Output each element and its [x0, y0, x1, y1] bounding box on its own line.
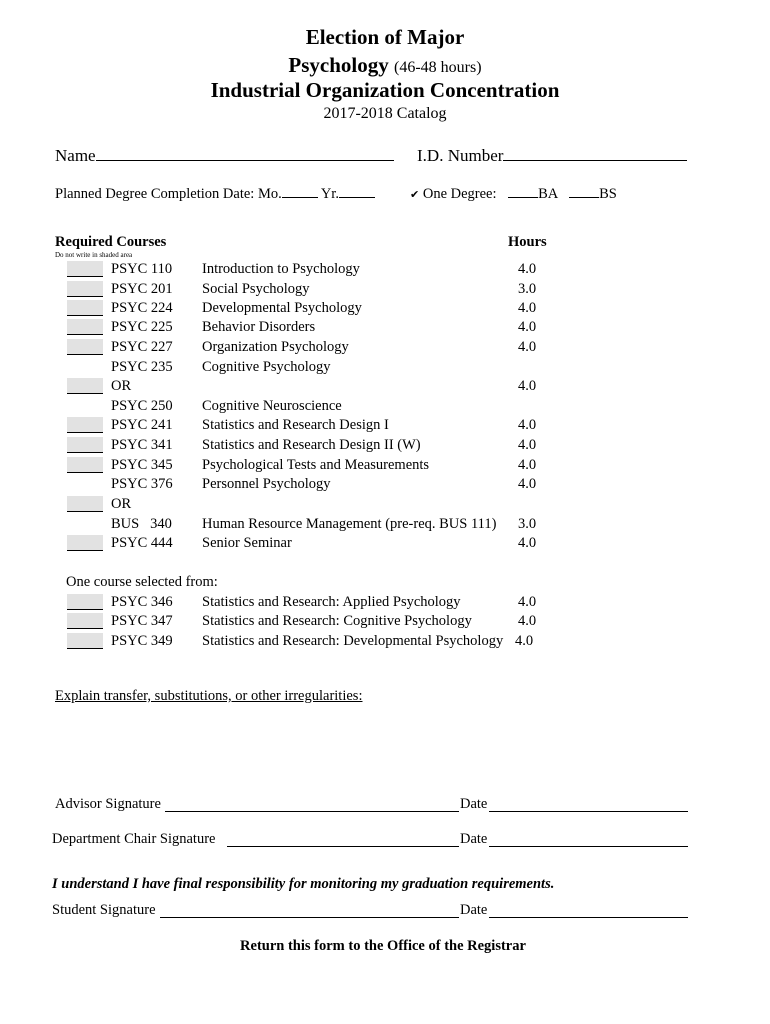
elective-hours: 4.0: [518, 613, 537, 629]
concentration-title: Industrial Organization Concentration: [210, 78, 560, 102]
id-label: I.D. Number: [417, 146, 504, 165]
degree-row: [410, 186, 617, 203]
checkmark-icon: ✔: [410, 188, 420, 201]
completion-date-row: [55, 186, 375, 203]
student-date-line[interactable]: [489, 916, 688, 918]
course-code: PSYC 235: [111, 359, 173, 375]
course-title: Statistics and Research Design II (W): [202, 437, 421, 453]
id-field[interactable]: [417, 146, 687, 166]
elective-code: PSYC 349: [111, 633, 173, 649]
student-date-label: Date: [460, 902, 488, 918]
course-title: Senior Seminar: [202, 535, 292, 551]
course-hours: 4.0: [518, 378, 537, 394]
month-line[interactable]: [282, 186, 318, 198]
elective-checkoff-blank[interactable]: [67, 594, 103, 610]
name-field[interactable]: [55, 146, 394, 166]
major-hours: (46-48 hours): [394, 59, 482, 76]
student-signature-line[interactable]: [160, 916, 459, 918]
course-hours: 4.0: [518, 457, 537, 473]
bs-label: BS: [599, 186, 617, 202]
course-hours: 4.0: [518, 339, 537, 355]
course-code: PSYC 444: [111, 535, 173, 551]
course-code: PSYC 110: [111, 261, 173, 277]
course-title: Psychological Tests and Measurements: [202, 457, 430, 473]
year-line[interactable]: [339, 186, 375, 198]
responsibility-statement: I understand I have final responsibility for monitoring my graduation requirements.: [52, 876, 555, 892]
elective-hours: 4.0: [518, 594, 537, 610]
elective-code: PSYC 346: [111, 594, 173, 610]
course-hours: 3.0: [518, 281, 537, 297]
course-hours: 4.0: [518, 476, 537, 492]
year-label: Yr.: [320, 186, 339, 202]
course-code: OR: [111, 496, 132, 512]
course-title: Organization Psychology: [202, 339, 349, 355]
course-title: Developmental Psychology: [202, 300, 362, 316]
hours-heading: Hours: [508, 234, 547, 250]
course-code: PSYC 341: [111, 437, 173, 453]
course-hours: 4.0: [518, 417, 537, 433]
elective-heading: One course selected from:: [66, 574, 218, 590]
course-hours: 4.0: [518, 261, 537, 277]
course-title: Introduction to Psychology: [202, 261, 360, 277]
course-title: Statistics and Research Design I: [202, 417, 389, 433]
course-hours: 4.0: [518, 319, 537, 335]
completion-label: Planned Degree Completion Date:: [55, 186, 255, 202]
elective-checkoff-blank[interactable]: [67, 633, 103, 649]
course-code: PSYC 345: [111, 457, 173, 473]
major-title: [0, 53, 770, 78]
elective-checkoff-blank[interactable]: [67, 613, 103, 629]
course-code: PSYC 201: [111, 281, 173, 297]
course-code: BUS 340: [111, 516, 172, 532]
course-title: Cognitive Psychology: [202, 359, 331, 375]
ba-label: BA: [538, 186, 558, 202]
one-degree-label: One Degree:: [422, 186, 497, 202]
name-line[interactable]: [96, 146, 394, 161]
elective-code: PSYC 347: [111, 613, 173, 629]
shaded-area-note: Do not write in shaded area: [55, 251, 133, 259]
advisor-date-line[interactable]: [489, 810, 688, 812]
course-title: Behavior Disorders: [202, 319, 316, 335]
course-code: PSYC 376: [111, 476, 173, 492]
elective-title: Statistics and Research: Applied Psychology: [202, 594, 461, 610]
name-label: Name: [55, 146, 96, 165]
chair-signature-line[interactable]: [227, 845, 459, 847]
chair-date-line[interactable]: [489, 845, 688, 847]
course-code: PSYC 225: [111, 319, 173, 335]
course-code: PSYC 250: [111, 398, 173, 414]
advisor-signature-label: Advisor Signature: [55, 796, 161, 812]
course-code: OR: [111, 378, 132, 394]
course-checkoff-blank[interactable]: [67, 300, 103, 316]
course-checkoff-blank[interactable]: [67, 457, 103, 473]
course-checkoff-blank[interactable]: [67, 496, 103, 512]
course-title: Personnel Psychology: [202, 476, 331, 492]
course-hours: 3.0: [518, 516, 537, 532]
course-title: Social Psychology: [202, 281, 310, 297]
chair-date-label: Date: [460, 831, 488, 847]
elective-title: Statistics and Research: Developmental Psychology: [202, 633, 504, 649]
course-checkoff-blank[interactable]: [67, 339, 103, 355]
explain-label: Explain transfer, substitutions, or other irregularities:: [55, 688, 363, 704]
month-label: Mo.: [257, 186, 282, 202]
course-checkoff-blank[interactable]: [67, 281, 103, 297]
course-code: PSYC 241: [111, 417, 173, 433]
course-checkoff-blank[interactable]: [67, 417, 103, 433]
major-name: Psychology: [288, 53, 389, 77]
student-signature-label: Student Signature: [52, 902, 156, 918]
course-hours: 4.0: [518, 437, 537, 453]
elective-hours: 4.0: [515, 633, 534, 649]
catalog-year: 2017-2018 Catalog: [323, 105, 447, 122]
course-title: Human Resource Management (pre-req. BUS 111): [202, 516, 497, 532]
course-code: PSYC 227: [111, 339, 173, 355]
return-instruction: Return this form to the Office of the Registrar: [240, 938, 526, 954]
id-line[interactable]: [503, 146, 687, 161]
ba-line[interactable]: [508, 186, 538, 198]
course-hours: 4.0: [518, 300, 537, 316]
course-checkoff-blank[interactable]: [67, 437, 103, 453]
course-code: PSYC 224: [111, 300, 173, 316]
chair-signature-label: Department Chair Signature: [52, 831, 216, 847]
advisor-signature-line[interactable]: [165, 810, 459, 812]
required-courses-heading: Required Courses: [55, 234, 167, 250]
course-title: Cognitive Neuroscience: [202, 398, 342, 414]
form-title: Election of Major: [305, 25, 465, 49]
course-checkoff-blank[interactable]: [67, 261, 103, 277]
course-checkoff-blank[interactable]: [67, 378, 103, 394]
course-checkoff-blank[interactable]: [67, 319, 103, 335]
advisor-date-label: Date: [460, 796, 488, 812]
course-checkoff-blank[interactable]: [67, 535, 103, 551]
course-hours: 4.0: [518, 535, 537, 551]
bs-line[interactable]: [569, 186, 599, 198]
elective-title: Statistics and Research: Cognitive Psychology: [202, 613, 472, 629]
